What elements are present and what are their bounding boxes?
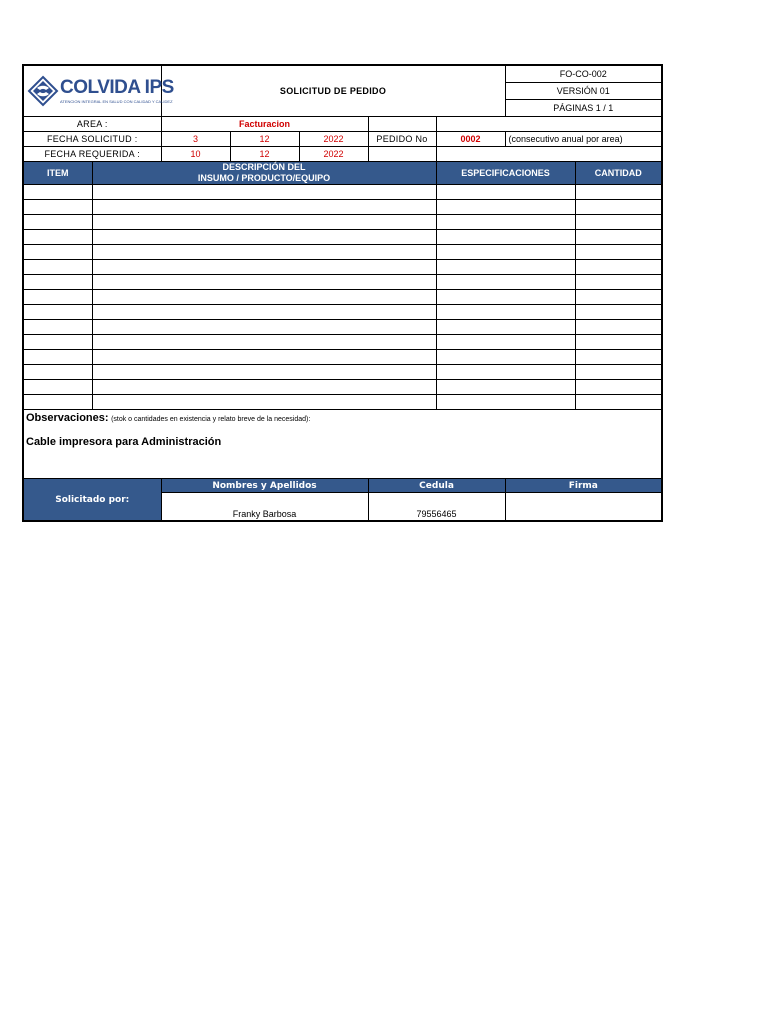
cell-descripcion[interactable] xyxy=(92,245,436,260)
solicitado-label: Solicitado por: xyxy=(23,479,161,522)
fecha-requerida-blank xyxy=(368,147,436,162)
col-header-cantidad: CANTIDAD xyxy=(575,162,662,185)
col-header-especificaciones: ESPECIFICACIONES xyxy=(436,162,575,185)
col-header-descripcion xyxy=(92,162,436,185)
company-logo xyxy=(24,76,174,106)
pedido-label: PEDIDO No xyxy=(368,132,436,147)
cell-item[interactable] xyxy=(23,305,92,320)
area-blank xyxy=(368,117,436,132)
cell-especificaciones[interactable] xyxy=(436,215,575,230)
cell-descripcion[interactable] xyxy=(92,335,436,350)
solicitante-firma[interactable] xyxy=(505,493,662,522)
cell-cantidad[interactable] xyxy=(575,230,662,245)
form-pages: PÁGINAS 1 / 1 xyxy=(505,100,662,117)
cell-item[interactable] xyxy=(23,245,92,260)
table-row xyxy=(23,350,662,365)
nombres-header: Nombres y Apellidos xyxy=(161,479,368,493)
table-row xyxy=(23,365,662,380)
fecha-requerida-year[interactable]: 2022 xyxy=(299,147,368,162)
cell-item[interactable] xyxy=(23,185,92,200)
table-row xyxy=(23,335,662,350)
cell-especificaciones[interactable] xyxy=(436,230,575,245)
cell-especificaciones[interactable] xyxy=(436,395,575,410)
cell-cantidad[interactable] xyxy=(575,365,662,380)
cell-cantidad[interactable] xyxy=(575,350,662,365)
cell-descripcion[interactable] xyxy=(92,215,436,230)
col-header-item: ITEM xyxy=(23,162,92,185)
observaciones-section[interactable] xyxy=(23,410,662,479)
table-row xyxy=(23,215,662,230)
cell-descripcion[interactable] xyxy=(92,290,436,305)
cell-especificaciones[interactable] xyxy=(436,320,575,335)
table-row xyxy=(23,230,662,245)
table-row xyxy=(23,200,662,215)
cell-cantidad[interactable] xyxy=(575,380,662,395)
cell-item[interactable] xyxy=(23,260,92,275)
colvida-logo-icon xyxy=(28,76,58,106)
fecha-requerida-month[interactable]: 12 xyxy=(230,147,299,162)
cell-item[interactable] xyxy=(23,200,92,215)
pedido-number[interactable]: 0002 xyxy=(436,132,505,147)
cell-cantidad[interactable] xyxy=(575,245,662,260)
logo-cell xyxy=(23,65,174,117)
area-value[interactable]: Facturacion xyxy=(161,117,368,132)
table-row xyxy=(23,305,662,320)
cell-cantidad[interactable] xyxy=(575,275,662,290)
cell-descripcion[interactable] xyxy=(92,305,436,320)
fecha-requerida-day[interactable]: 10 xyxy=(161,147,230,162)
cedula-header: Cedula xyxy=(368,479,505,493)
col-header-descripcion-line2: INSUMO / PRODUCTO/EQUIPO xyxy=(197,173,331,183)
cell-descripcion[interactable] xyxy=(92,320,436,335)
cell-descripcion[interactable] xyxy=(92,200,436,215)
cell-especificaciones[interactable] xyxy=(436,185,575,200)
cell-especificaciones[interactable] xyxy=(436,335,575,350)
table-row xyxy=(23,320,662,335)
form-code: FO-CO-002 xyxy=(505,65,662,83)
solicitante-nombre[interactable]: Franky Barbosa xyxy=(161,493,368,522)
cell-item[interactable] xyxy=(23,275,92,290)
cell-especificaciones[interactable] xyxy=(436,245,575,260)
area-label: AREA : xyxy=(23,117,161,132)
cell-cantidad[interactable] xyxy=(575,185,662,200)
cell-cantidad[interactable] xyxy=(575,200,662,215)
logo-tagline: ATENCION INTEGRAL EN SALUD CON CALIDAD Y CALIDEZ xyxy=(60,99,173,104)
cell-cantidad[interactable] xyxy=(575,305,662,320)
table-row xyxy=(23,380,662,395)
table-row xyxy=(23,245,662,260)
cell-descripcion[interactable] xyxy=(92,380,436,395)
area-blank-right xyxy=(436,117,662,132)
form-title: SOLICITUD DE PEDIDO xyxy=(161,65,505,117)
cell-item[interactable] xyxy=(23,290,92,305)
cell-cantidad[interactable] xyxy=(575,335,662,350)
form-version: VERSIÓN 01 xyxy=(505,83,662,100)
cell-cantidad[interactable] xyxy=(575,395,662,410)
observaciones-text[interactable]: Cable impresora para Administración xyxy=(26,436,222,448)
cell-cantidad[interactable] xyxy=(575,215,662,230)
observaciones-label: Observaciones: xyxy=(26,412,109,424)
solicitante-cedula[interactable]: 79556465 xyxy=(368,493,505,522)
cell-descripcion[interactable] xyxy=(92,365,436,380)
cell-item[interactable] xyxy=(23,395,92,410)
cell-especificaciones[interactable] xyxy=(436,350,575,365)
table-row xyxy=(23,290,662,305)
cell-especificaciones[interactable] xyxy=(436,380,575,395)
table-row xyxy=(23,260,662,275)
firma-header: Firma xyxy=(505,479,662,493)
col-header-descripcion-line1: DESCRIPCIÓN DEL xyxy=(222,162,306,172)
cell-descripcion[interactable] xyxy=(92,185,436,200)
cell-cantidad[interactable] xyxy=(575,320,662,335)
pedido-note: (consecutivo anual por area) xyxy=(505,132,662,147)
fecha-requerida-blank-right xyxy=(436,147,662,162)
cell-especificaciones[interactable] xyxy=(436,365,575,380)
cell-especificaciones[interactable] xyxy=(436,200,575,215)
cell-especificaciones[interactable] xyxy=(436,290,575,305)
cell-especificaciones[interactable] xyxy=(436,260,575,275)
observaciones-note: (stok o cantidades en existencia y relato breve de la necesidad): xyxy=(111,416,311,423)
fecha-solicitud-day[interactable]: 3 xyxy=(161,132,230,147)
cell-descripcion[interactable] xyxy=(92,350,436,365)
table-row xyxy=(23,185,662,200)
cell-descripcion[interactable] xyxy=(92,395,436,410)
cell-item[interactable] xyxy=(23,335,92,350)
cell-item[interactable] xyxy=(23,320,92,335)
cell-item[interactable] xyxy=(23,365,92,380)
cell-especificaciones[interactable] xyxy=(436,275,575,290)
cell-especificaciones[interactable] xyxy=(436,305,575,320)
cell-descripcion[interactable] xyxy=(92,275,436,290)
cell-descripcion[interactable] xyxy=(92,230,436,245)
fecha-solicitud-year[interactable]: 2022 xyxy=(299,132,368,147)
cell-item[interactable] xyxy=(23,350,92,365)
cell-item[interactable] xyxy=(23,380,92,395)
order-request-form xyxy=(22,64,663,522)
cell-descripcion[interactable] xyxy=(92,260,436,275)
cell-item[interactable] xyxy=(23,215,92,230)
cell-cantidad[interactable] xyxy=(575,290,662,305)
fecha-solicitud-month[interactable]: 12 xyxy=(230,132,299,147)
fecha-requerida-label: FECHA REQUERIDA : xyxy=(23,147,161,162)
fecha-solicitud-label: FECHA SOLICITUD : xyxy=(23,132,161,147)
cell-item[interactable] xyxy=(23,230,92,245)
table-row xyxy=(23,395,662,410)
cell-cantidad[interactable] xyxy=(575,260,662,275)
logo-name: COLVIDA IPS xyxy=(60,77,174,98)
table-row xyxy=(23,275,662,290)
